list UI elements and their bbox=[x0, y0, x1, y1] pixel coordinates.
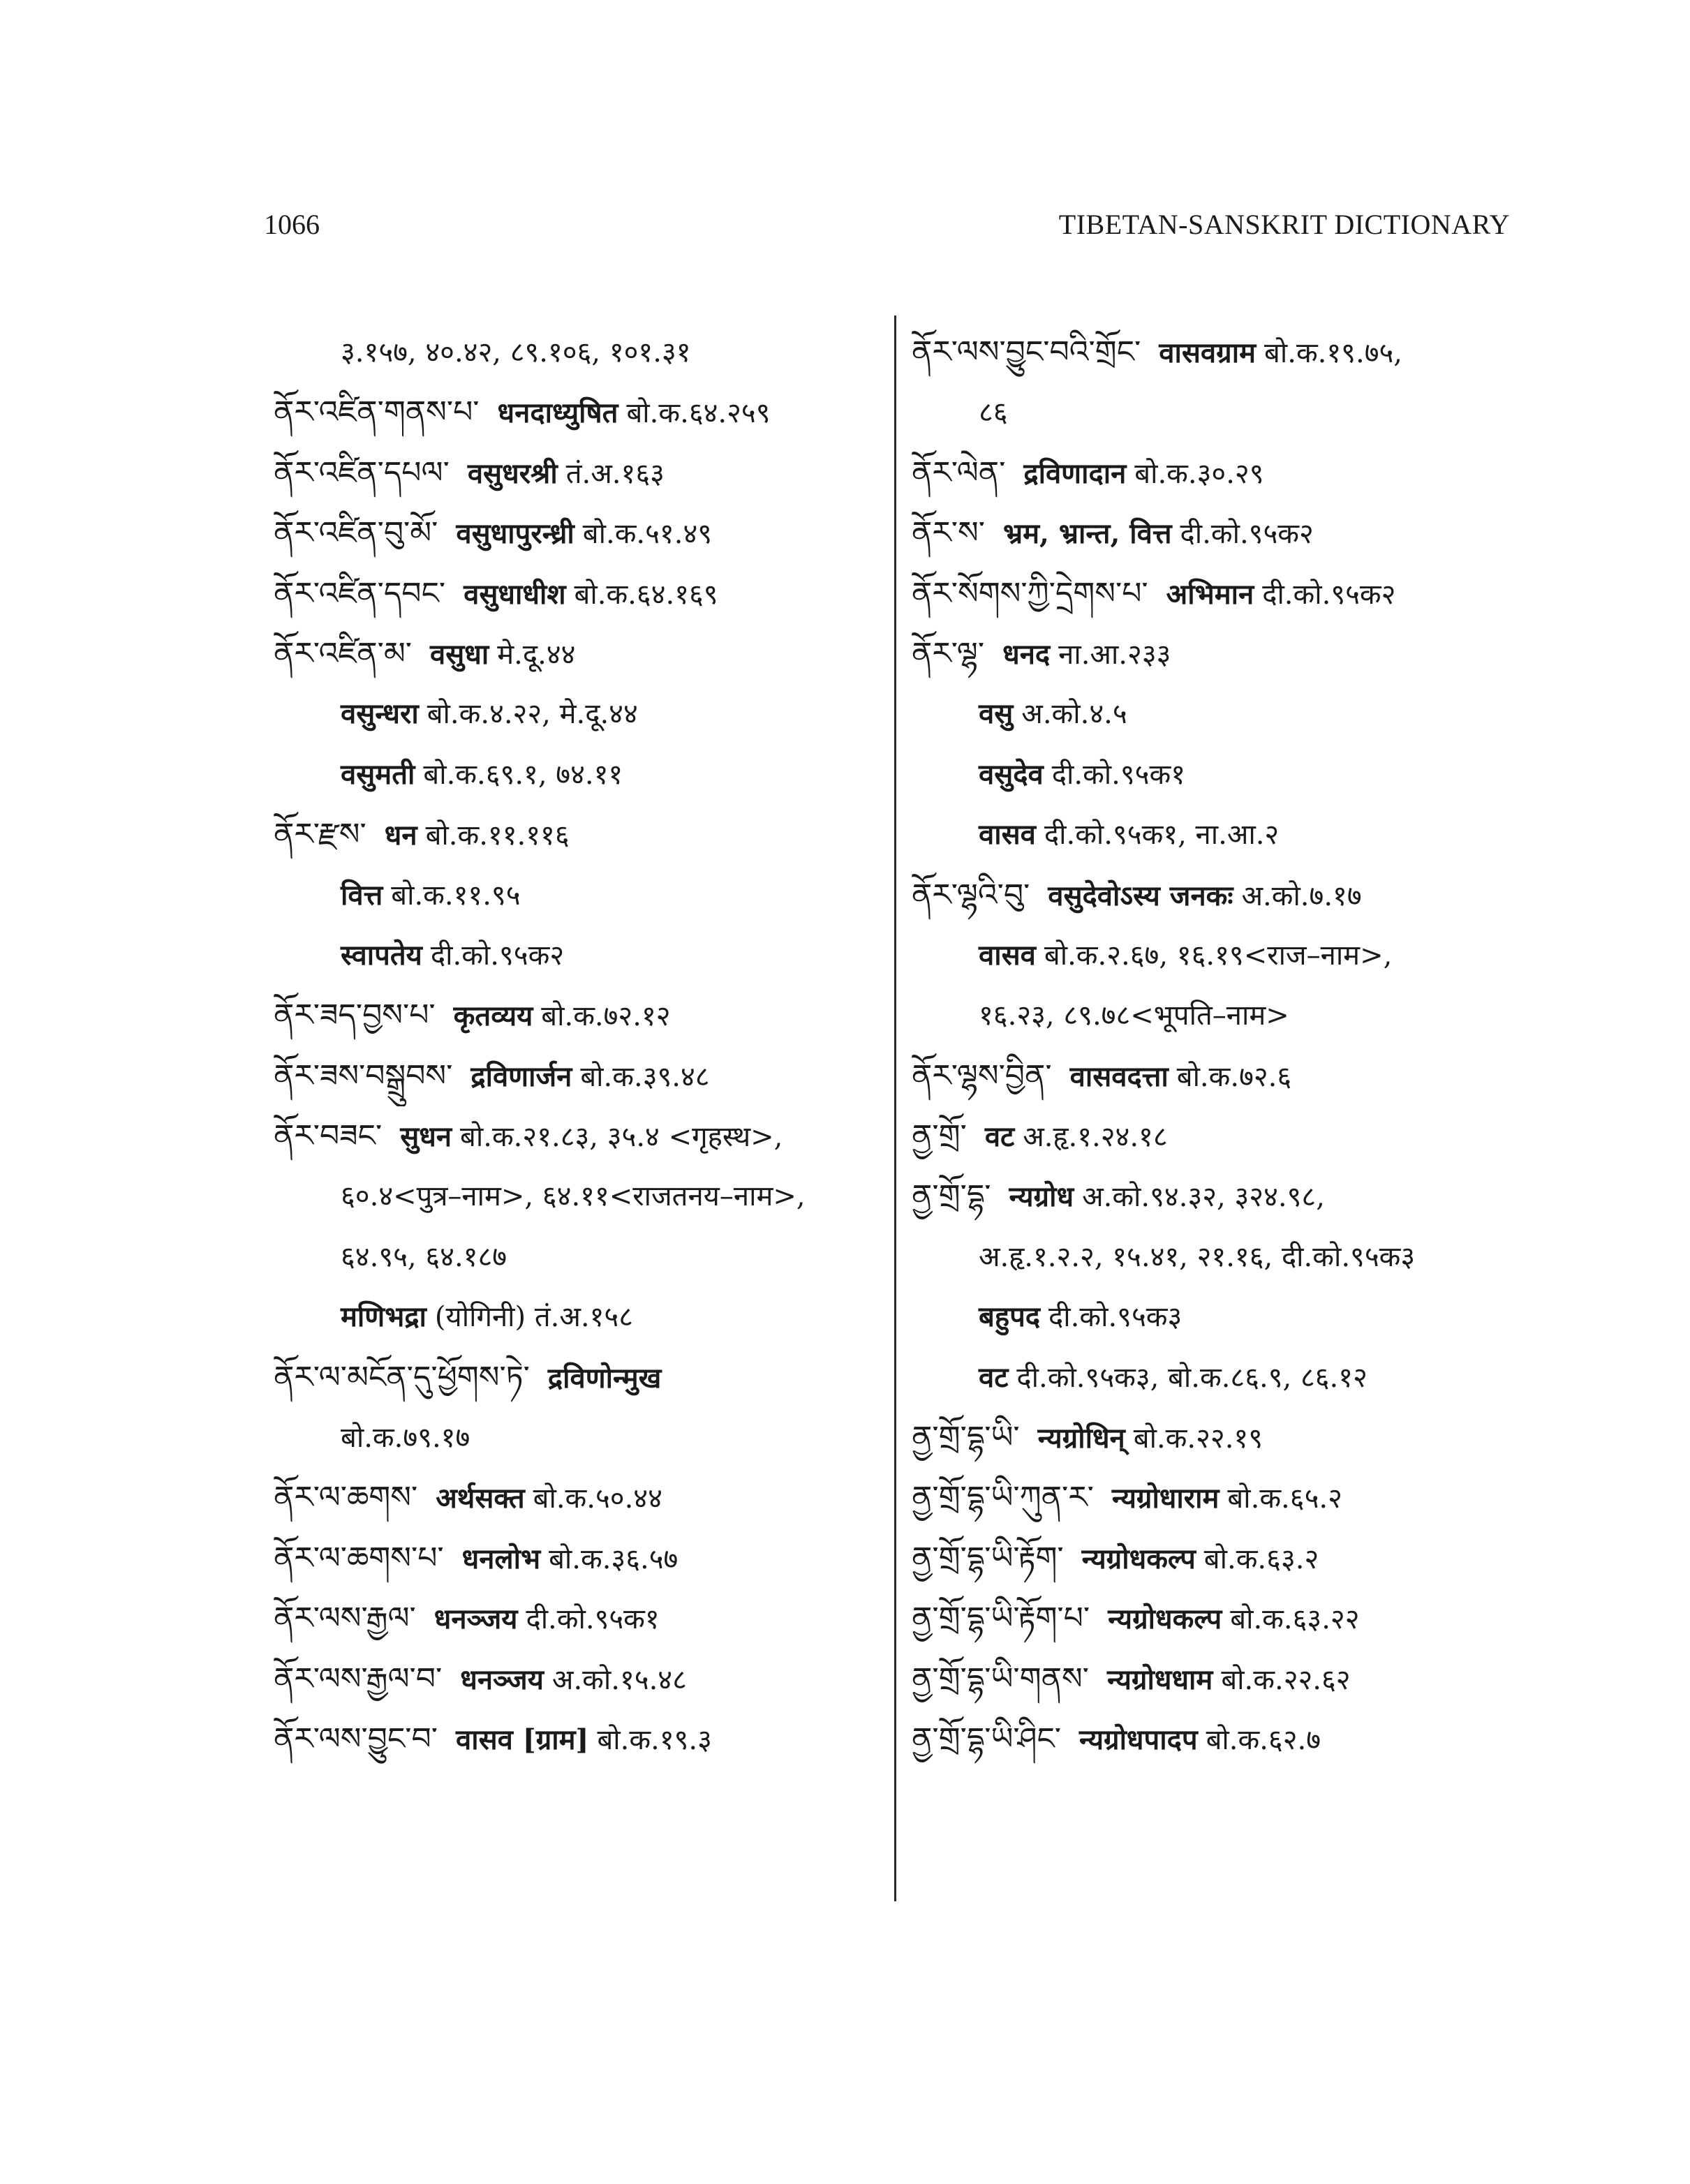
source-reference: अ.को.४.५ bbox=[1021, 698, 1127, 731]
dictionary-line bbox=[912, 1408, 1540, 1468]
tibetan-headword: ནོར་ལས་རྒྱལ་ bbox=[274, 1600, 416, 1637]
dictionary-line bbox=[274, 443, 888, 503]
dictionary-line bbox=[912, 624, 1540, 684]
source-reference: बो.क.७२.१२ bbox=[541, 1000, 671, 1033]
source-reference: बो.क.२.६७, १६.१९<राज–नाम>, bbox=[1044, 939, 1393, 972]
source-reference: ३.१५७, ४०.४२, ८९.१०६, १०१.३१ bbox=[341, 336, 691, 369]
source-reference: बो.क.११.११६ bbox=[425, 819, 570, 852]
dictionary-line bbox=[912, 564, 1540, 624]
source-reference: बो.क.३०.२९ bbox=[1134, 457, 1264, 490]
dictionary-line bbox=[912, 1166, 1540, 1226]
tibetan-headword: ནྱ་གྲོ་ bbox=[912, 1118, 967, 1154]
sanskrit-equivalent: द्रविणादान bbox=[1023, 456, 1127, 490]
sanskrit-equivalent: कृतव्यय bbox=[453, 1000, 533, 1033]
dictionary-line bbox=[274, 322, 888, 382]
tibetan-headword: ནོར་འཛིན་བུ་མོ་ bbox=[274, 515, 438, 551]
dictionary-line bbox=[912, 1227, 1540, 1287]
tibetan-headword: ནོར་ས་ bbox=[912, 515, 985, 551]
dictionary-line bbox=[274, 1589, 888, 1649]
sanskrit-equivalent: वासव bbox=[979, 938, 1036, 972]
sanskrit-equivalent: न्यग्रोधाराम bbox=[1111, 1482, 1220, 1515]
dictionary-line bbox=[912, 1468, 1540, 1528]
tibetan-headword: ནོར་ལེན་ bbox=[912, 454, 1006, 491]
sanskrit-equivalent: न्यग्रोधिन् bbox=[1037, 1422, 1125, 1455]
dictionary-line bbox=[912, 443, 1540, 503]
tibetan-headword: ནྱ་གྲོ་དྷ་ bbox=[912, 1178, 991, 1214]
tibetan-headword: ནོར་ལས་བྱུང་བ་ bbox=[274, 1721, 438, 1757]
tibetan-headword: ནོར་ལ་མངོན་དུ་ཕྱོགས་ཏེ་ bbox=[274, 1359, 530, 1395]
dictionary-line bbox=[912, 986, 1540, 1046]
sanskrit-equivalent: अभिमान bbox=[1166, 577, 1254, 611]
sanskrit-equivalent: स्वापतेय bbox=[341, 938, 422, 972]
tibetan-headword: ནོར་ལས་བྱུང་བའི་གྲོང་ bbox=[912, 334, 1141, 370]
sanskrit-equivalent: वासव bbox=[979, 818, 1036, 852]
source-reference: बो.क.६४.२५९ bbox=[626, 397, 771, 430]
sanskrit-equivalent: धनञ्जय bbox=[433, 1603, 518, 1636]
dictionary-line bbox=[274, 624, 888, 684]
source-reference: दी.को.९५क१ bbox=[1051, 758, 1185, 791]
source-reference: बो.क.१९.३ bbox=[597, 1723, 712, 1756]
source-reference: बो.क.६९.१, ७४.११ bbox=[423, 758, 623, 791]
dictionary-line bbox=[274, 1227, 888, 1287]
source-reference: दी.को.९५क३, बो.क.८६.९, ८६.१२ bbox=[1016, 1361, 1367, 1394]
tibetan-headword: ནོར་རྫས་ bbox=[274, 817, 366, 853]
source-reference: ६४.९५, ६४.१८७ bbox=[341, 1240, 507, 1273]
dictionary-line bbox=[274, 1468, 888, 1528]
dictionary-line bbox=[274, 564, 888, 624]
dictionary-line bbox=[274, 805, 888, 865]
tibetan-headword: ནྱ་གྲོ་དྷ་ཡི་རྟོག་ bbox=[912, 1540, 1064, 1576]
sanskrit-equivalent: न्यग्रोधधाम bbox=[1106, 1663, 1213, 1696]
source-reference: बो.क.३६.५७ bbox=[549, 1543, 679, 1575]
dictionary-line bbox=[912, 382, 1540, 443]
tibetan-headword: ནོར་འཛིན་གནས་པ་ bbox=[274, 394, 480, 431]
dictionary-line bbox=[274, 1348, 888, 1408]
sanskrit-equivalent: न्यग्रोध bbox=[1009, 1180, 1074, 1214]
source-reference: दी.को.९५क१, ना.आ.२ bbox=[1044, 819, 1280, 852]
dictionary-line bbox=[912, 1529, 1540, 1589]
source-reference: अ.हृ.१.२४.१८ bbox=[1023, 1121, 1168, 1154]
source-reference: बो.क.६५.२ bbox=[1227, 1483, 1342, 1515]
source-reference: (योगिनी) तं.अ.१५८ bbox=[434, 1301, 634, 1334]
sanskrit-equivalent: वसुधाधीश bbox=[464, 577, 566, 611]
sanskrit-equivalent: द्रविणार्जन bbox=[470, 1060, 572, 1093]
source-reference: १६.२३, ८९.७८<भूपति–नाम> bbox=[979, 1000, 1289, 1032]
tibetan-headword: ནྱ་གྲོ་དྷ་ཡི་རྟོག་པ་ bbox=[912, 1600, 1090, 1637]
sanskrit-equivalent: वसुधा bbox=[429, 637, 489, 671]
dictionary-line bbox=[912, 1649, 1540, 1709]
sanskrit-equivalent: वट bbox=[984, 1120, 1015, 1154]
running-head: TIBETAN-SANSKRIT DICTIONARY bbox=[1058, 209, 1510, 240]
sanskrit-equivalent: वसुदेव bbox=[979, 757, 1044, 791]
source-reference: बो.क.२१.८३, ३५.४ <गृहस्थ>, bbox=[460, 1121, 783, 1154]
dictionary-line bbox=[912, 1287, 1540, 1347]
source-reference: बो.क.११.९५ bbox=[391, 879, 521, 912]
source-reference: अ.हृ.१.२.२, १५.४१, २१.१६, दी.को.९५क३ bbox=[979, 1240, 1416, 1273]
dictionary-line bbox=[274, 382, 888, 443]
sanskrit-equivalent: धनलोभ bbox=[461, 1542, 541, 1575]
sanskrit-equivalent: वसुन्धरा bbox=[341, 697, 419, 731]
sanskrit-equivalent: न्यग्रोधकल्प bbox=[1081, 1542, 1196, 1575]
dictionary-line bbox=[274, 1106, 888, 1166]
source-reference: बो.क.७२.६ bbox=[1176, 1060, 1292, 1093]
sanskrit-equivalent: वासवदत्ता bbox=[1069, 1060, 1169, 1093]
dictionary-line bbox=[274, 866, 888, 926]
dictionary-line bbox=[912, 1709, 1540, 1769]
source-reference: ६०.४<पुत्र–नाम>, ६४.११<राजतनय–नाम>, bbox=[341, 1180, 806, 1213]
dictionary-line bbox=[912, 1589, 1540, 1649]
sanskrit-equivalent: धन bbox=[384, 819, 417, 852]
source-reference: अ.को.९४.३२, ३२४.९८, bbox=[1082, 1181, 1325, 1214]
sanskrit-equivalent: न्यग्रोधपादप bbox=[1079, 1723, 1198, 1756]
dictionary-line bbox=[912, 805, 1540, 865]
source-reference: बो.क.५१.४९ bbox=[582, 518, 713, 551]
dictionary-line bbox=[912, 926, 1540, 986]
sanskrit-equivalent: वासव [ग्राम] bbox=[455, 1723, 589, 1756]
column-divider bbox=[894, 315, 896, 1901]
sanskrit-equivalent: द्रविणोन्मुख bbox=[547, 1361, 662, 1395]
right-column bbox=[912, 322, 1540, 1769]
source-reference: बो.क.१९.७५, bbox=[1264, 337, 1403, 369]
dictionary-line bbox=[912, 684, 1540, 744]
dictionary-line bbox=[274, 1709, 888, 1769]
dictionary-line bbox=[912, 503, 1540, 563]
tibetan-headword: ནྱ་གྲོ་དྷ་ཡི་ bbox=[912, 1420, 1020, 1456]
tibetan-headword: ནོར་ལྷས་བྱིན་ bbox=[912, 1057, 1052, 1094]
source-reference: दी.को.९५क१ bbox=[526, 1603, 660, 1636]
sanskrit-equivalent: वसु bbox=[979, 697, 1014, 731]
sanskrit-equivalent: बहुपद bbox=[979, 1300, 1041, 1334]
dictionary-line bbox=[912, 1046, 1540, 1106]
source-reference: दी.को.९५क२ bbox=[1262, 578, 1396, 611]
dictionary-line bbox=[274, 1529, 888, 1589]
tibetan-headword: ནོར་འཛིན་དབང་ bbox=[274, 575, 446, 611]
dictionary-line bbox=[274, 503, 888, 563]
source-reference: बो.क.३९.४८ bbox=[580, 1060, 710, 1093]
tibetan-headword: ནྱ་གྲོ་དྷ་ཡི་ཀུན་ར་ bbox=[912, 1480, 1094, 1516]
sanskrit-equivalent: वसुमती bbox=[341, 757, 415, 791]
dictionary-line bbox=[274, 745, 888, 805]
source-reference: दी.को.९५क२ bbox=[1180, 518, 1314, 551]
source-reference: बो.क.६३.२२ bbox=[1230, 1603, 1360, 1636]
source-reference: बो.क.५०.४४ bbox=[533, 1483, 662, 1515]
source-reference: बो.क.६४.१६९ bbox=[574, 578, 718, 611]
sanskrit-equivalent: वसुदेवोऽस्य जनकः bbox=[1048, 879, 1233, 912]
tibetan-headword: ནོར་ལ་ཆགས་ bbox=[274, 1480, 418, 1516]
dictionary-line bbox=[912, 1106, 1540, 1166]
dictionary-line bbox=[274, 1649, 888, 1709]
tibetan-headword: ནོར་ལྷ་ bbox=[912, 635, 985, 671]
tibetan-headword: ནོར་ཟད་བྱས་པ་ bbox=[274, 997, 436, 1034]
source-reference: अ.को.७.१७ bbox=[1241, 879, 1362, 912]
dictionary-line bbox=[274, 1287, 888, 1347]
tibetan-headword: ནོར་ཟས་བསྒྲུབས་ bbox=[274, 1057, 453, 1094]
source-reference: दी.को.९५क३ bbox=[1048, 1301, 1183, 1334]
source-reference: बो.क.२२.६२ bbox=[1221, 1663, 1351, 1696]
source-reference: बो.क.६३.२ bbox=[1203, 1543, 1319, 1575]
dictionary-line bbox=[274, 1408, 888, 1468]
sanskrit-equivalent: मणिभद्रा bbox=[341, 1300, 427, 1334]
left-column bbox=[274, 322, 888, 1769]
source-reference: दी.को.९५क२ bbox=[430, 939, 565, 972]
sanskrit-equivalent: वसुधरश्री bbox=[467, 456, 558, 490]
tibetan-headword: ནོར་སོགས་ཀྱི་དྲེགས་པ་ bbox=[912, 575, 1148, 611]
tibetan-headword: ནོར་ལས་རྒྱལ་བ་ bbox=[274, 1661, 443, 1697]
source-reference: बो.क.२२.१९ bbox=[1133, 1422, 1263, 1455]
source-reference: तं.अ.१६३ bbox=[565, 457, 665, 490]
source-reference: मे.दू.४४ bbox=[497, 638, 576, 671]
dictionary-line bbox=[274, 1046, 888, 1106]
sanskrit-equivalent: धनदाध्युषित bbox=[497, 396, 618, 430]
dictionary-line bbox=[912, 866, 1540, 926]
sanskrit-equivalent: अर्थसक्त bbox=[436, 1482, 525, 1515]
tibetan-headword: ནོར་འཛིན་མ་ bbox=[274, 635, 412, 671]
dictionary-line bbox=[274, 1166, 888, 1226]
dictionary-line bbox=[274, 926, 888, 986]
source-reference: बो.क.७९.१७ bbox=[341, 1422, 470, 1455]
sanskrit-equivalent: सुधन bbox=[400, 1120, 452, 1154]
dictionary-line bbox=[912, 1348, 1540, 1408]
tibetan-headword: ནོར་འཛིན་དཔལ་ bbox=[274, 454, 450, 491]
dictionary-line bbox=[912, 322, 1540, 382]
tibetan-headword: ནྱ་གྲོ་དྷ་ཡི་གནས་ bbox=[912, 1661, 1089, 1697]
tibetan-headword: ནོར་ལ་ཆགས་པ་ bbox=[274, 1540, 444, 1576]
sanskrit-equivalent: न्यग्रोधकल्प bbox=[1108, 1603, 1222, 1636]
dictionary-line bbox=[912, 745, 1540, 805]
sanskrit-equivalent: वित्त bbox=[341, 878, 383, 912]
sanskrit-equivalent: धनद bbox=[1002, 637, 1051, 671]
tibetan-headword: ནོར་ལྷའི་བུ་ bbox=[912, 877, 1030, 913]
dictionary-line bbox=[274, 986, 888, 1046]
source-reference: बो.क.६२.७ bbox=[1206, 1723, 1321, 1756]
sanskrit-equivalent: धनञ्जय bbox=[460, 1663, 544, 1696]
sanskrit-equivalent: भ्रम, भ्रान्त, वित्त bbox=[1002, 517, 1172, 551]
sanskrit-equivalent: वट bbox=[979, 1360, 1009, 1394]
source-reference: अ.को.१५.४८ bbox=[551, 1663, 687, 1696]
sanskrit-equivalent: वसुधापुरन्ध्री bbox=[456, 517, 575, 551]
source-reference: ना.आ.२३३ bbox=[1058, 638, 1171, 671]
sanskrit-equivalent: वासवग्राम bbox=[1159, 336, 1257, 369]
tibetan-headword: ནྱ་གྲོ་དྷ་ཡི་ཤིང་ bbox=[912, 1721, 1062, 1757]
source-reference: बो.क.४.२२, मे.दू.४४ bbox=[427, 698, 638, 731]
source-reference: ८६ bbox=[979, 396, 1008, 429]
page-number: 1066 bbox=[264, 209, 320, 240]
tibetan-headword: ནོར་བཟང་ bbox=[274, 1118, 383, 1154]
dictionary-line bbox=[274, 684, 888, 744]
